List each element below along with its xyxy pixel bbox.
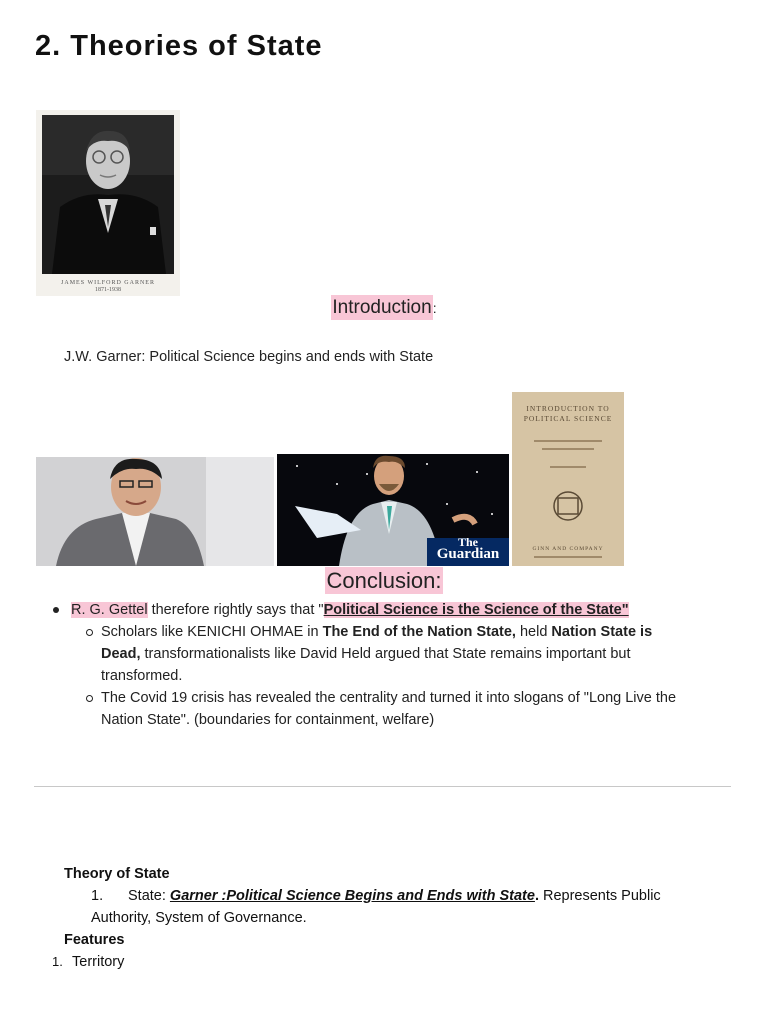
guardian-logo: The Guardian [436,535,500,562]
portrait-caption-name: JAMES WILFORD GARNER [61,280,155,286]
sub-bullet-ring [86,629,93,636]
portrait-photo [42,115,174,274]
gettel-quote: Political Science is the Science of the State" [323,602,629,618]
sub-bullet-ring [86,695,93,702]
ohmae-sub-bullet-line3: transformed. [101,668,183,684]
held-photo [277,454,509,566]
introduction-heading: Introduction: [332,297,437,318]
features-heading: Features [64,932,125,948]
feature-item-territory: Territory [72,954,125,970]
feature-item-number: 1. [52,954,63,969]
book-title-line1: INTRODUCTION TO [526,404,610,413]
ohmae-sub-bullet-line2: Dead, transformationalists like David Held argued that State remains important but [101,646,631,662]
ohmae-sub-bullet-line1: Scholars like KENICHI OHMAE in The End of the Nation State, held Nation State is [101,624,653,640]
book-title-line2: POLITICAL SCIENCE [523,414,613,423]
garner-portrait [36,110,180,296]
covid-sub-bullet-line2: Nation State". (boundaries for containment, welfare) [101,712,435,728]
gettel-name: R. G. Gettel [71,602,148,618]
book-cover [512,392,624,566]
garner-quote: Garner :Political Science Begins and Ends with State [169,888,535,904]
theory-item-number: 1. [91,888,104,904]
portrait-caption-years: 1871-1938 [95,287,121,293]
section-divider [34,786,731,787]
theory-item-state: State: Garner :Political Science Begins and Ends with State. Represents Public [128,888,661,904]
theory-item-state-line2: Authority, System of Governance. [91,910,307,926]
ohmae-photo [36,457,274,566]
theory-heading: Theory of State [64,866,170,882]
page-title: 2. Theories of State [35,30,323,62]
bullet-dot [53,607,59,613]
book-publisher: GINN AND COMPANY [532,546,604,552]
conclusion-heading: Conclusion: [326,568,442,593]
introduction-text: J.W. Garner: Political Science begins and ends with State [64,349,434,365]
covid-sub-bullet-line1: The Covid 19 crisis has revealed the centrality and turned it into slogans of "Long Live the [101,690,677,706]
gettel-bullet: R. G. Gettel therefore rightly says that "Political Science is the Science of the State" [71,602,629,618]
